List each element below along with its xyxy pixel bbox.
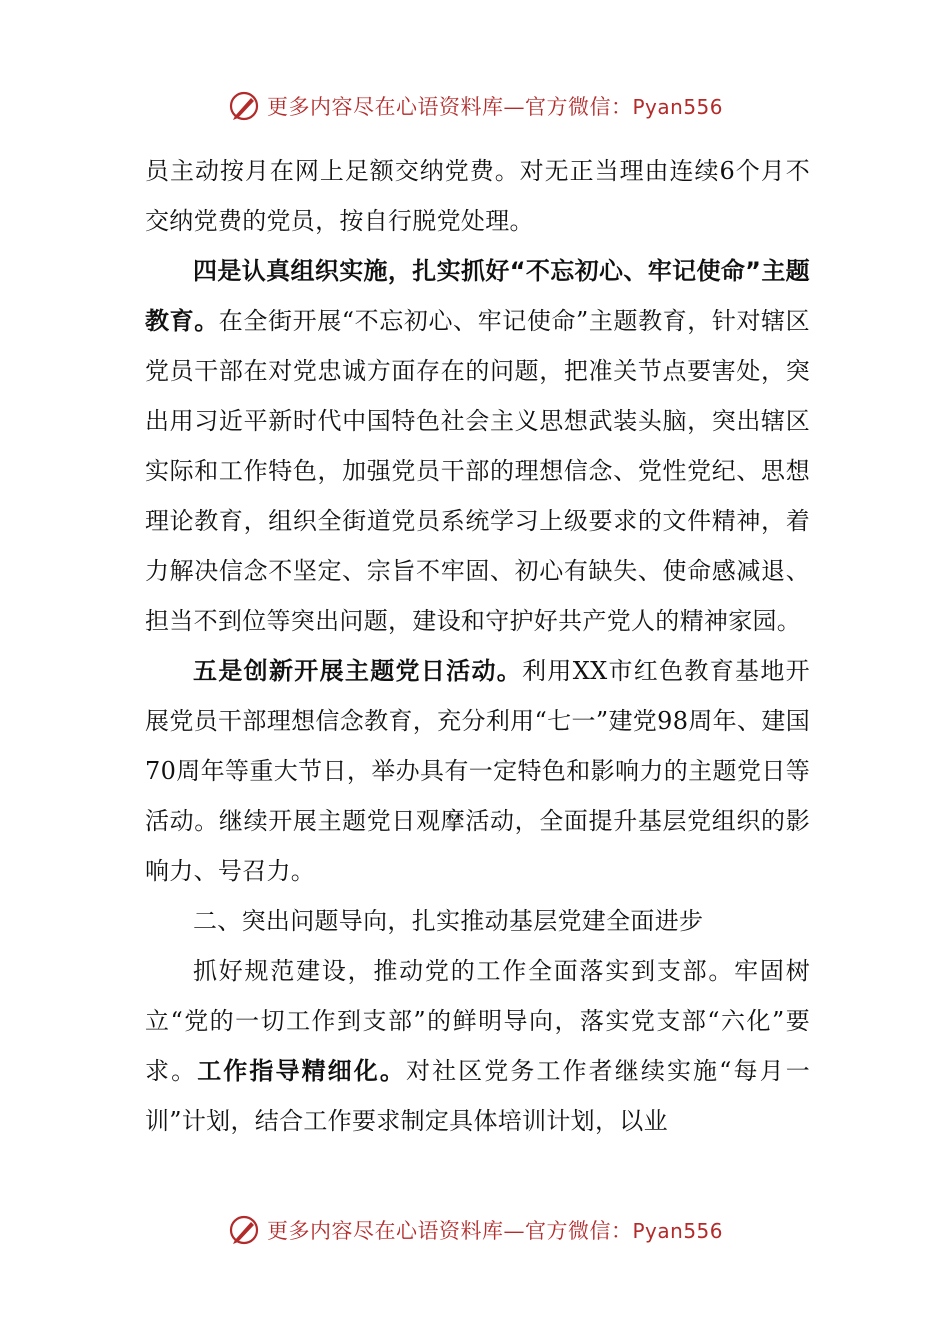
footer-watermark (0, 1210, 950, 1250)
paragraph-text: 员主动按月在网上足额交纳党费。对无正当理由连续6个月不交纳党费的党员，按自行脱党处理。 (145, 157, 810, 235)
paragraph-item-four (145, 246, 810, 646)
watermark-contact: 官方微信： (524, 1219, 633, 1243)
item-four-body: 在全街开展“不忘初心、牢记使命”主题教育，针对辖区党员干部在对党忠诚方面存在的问题，把准关节点要害处，突出用习近平新时代中国特色社会主义思想武装头脑，突出辖区实际和工作特色，加强党员干部的理想信念、党性党纪、思想理论教育，组织全街道党员系统学习上级要求的文件精神，着力解决信念不坚定、宗旨不牢固、初心有缺失、使命感减退、担当不到位等突出问题，建设和守护好共产党人的精神家园。 (145, 307, 810, 635)
pen-circle-logo-icon (227, 1213, 261, 1247)
section-heading-text: 二、突出问题导向，扎实推动基层党建全面进步 (193, 907, 704, 935)
watermark-id: Pyan556 (632, 95, 723, 119)
paragraph-continuation (145, 146, 810, 246)
paragraph-item-five (145, 646, 810, 896)
watermark-id: Pyan556 (632, 1219, 723, 1243)
guidance-body: 对社区党务工作者继续实施“每月一训”计划，结合工作要求制定具体培训计划，以业 (145, 1057, 810, 1135)
document-body (145, 146, 810, 1146)
watermark-dash: — (503, 95, 525, 119)
watermark-contact: 官方微信： (524, 95, 633, 119)
section-heading (145, 896, 810, 946)
watermark-dash: — (503, 1219, 525, 1243)
pen-circle-logo-icon (227, 89, 261, 123)
item-five-body: 利用XX市红色教育基地开展党员干部理想信念教育，充分利用“七一”建党98周年、建国70周年等重大节日，举办具有一定特色和影响力的主题党日等活动。继续开展主题党日观摩活动，全面提升基层党组织的影响力、号召力。 (145, 657, 810, 885)
standard-construction-text: 抓好规范建设，推动党的工作全面落实到支部。牢固树立“党的一切工作到支部”的鲜明导向，落实党支部“六化”要求。 (145, 957, 810, 1085)
guidance-title: 工作指导精细化。 (197, 1057, 406, 1085)
watermark-text: 更多内容尽在心语资料库 (266, 95, 504, 119)
item-four-title: 四是认真组织实施，扎实抓好“不忘初心、牢记使命”主题教育。 (145, 257, 810, 335)
item-five-title: 五是创新开展主题党日活动。 (193, 657, 523, 685)
paragraph-standard-construction (145, 946, 810, 1146)
header-watermark (0, 86, 950, 126)
watermark-text: 更多内容尽在心语资料库 (266, 1219, 504, 1243)
